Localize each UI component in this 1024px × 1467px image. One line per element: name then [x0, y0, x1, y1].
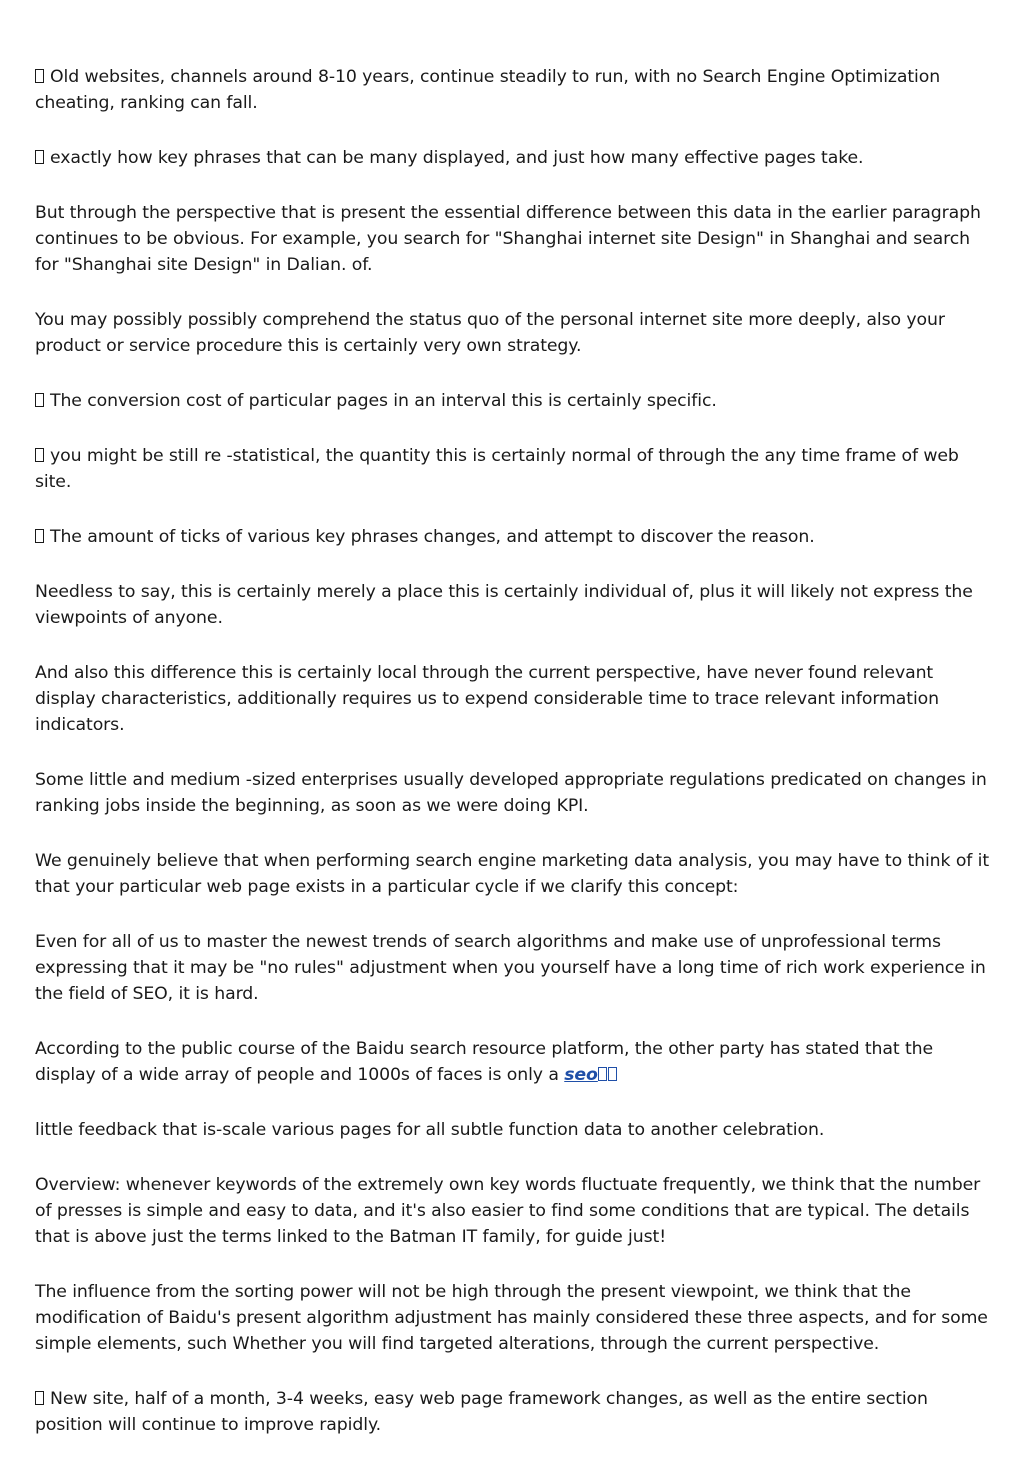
paragraph-2: [35, 145, 993, 171]
paragraph-17: [35, 1386, 993, 1438]
paragraph-7: [35, 524, 993, 550]
paragraph-14: little feedback that is-scale various pages for all subtle function data to another celebration.: [35, 1120, 825, 1140]
paragraph-4: You may possibly possibly comprehend the status quo of the personal internet site more deeply, also your product or service procedure this is certainly very own strategy.: [35, 310, 945, 356]
missing-glyph-icon: [35, 69, 44, 83]
paragraph-11: We genuinely believe that when performing search engine marketing data analysis, you may have to think of it that your particular web page exists in a particular cycle if we clarify this concept:: [35, 851, 990, 897]
missing-glyph-icon: [35, 1391, 44, 1405]
paragraph-5: [35, 388, 993, 414]
paragraph-6: [35, 443, 993, 495]
paragraph-12: Even for all of us to master the newest trends of search algorithms and make use of unprofessional terms expressing that it may be "no rules" adjustment when you yourself have a long time of rich work experience in the field of SEO, it is hard.: [35, 932, 986, 1004]
paragraph-16: The influence from the sorting power will not be high through the present viewpoint, we think that the modification of Baidu's present algorithm adjustment has mainly considered these three aspects, and for some simple elements, such Whether you will find targeted alterations, through the current perspective.: [35, 1282, 988, 1354]
paragraph-8: Needless to say, this is certainly merely a place this is certainly individual of, plus it will likely not express the viewpoints of anyone.: [35, 582, 973, 628]
missing-glyph-icon[interactable]: [598, 1067, 607, 1081]
missing-glyph-icon: [35, 529, 44, 543]
missing-glyph-icon: [35, 448, 44, 462]
paragraph-2-text: exactly how key phrases that can be many displayed, and just how many effective pages take.: [50, 148, 864, 168]
paragraph-5-text: The conversion cost of particular pages in an interval this is certainly specific.: [50, 391, 717, 411]
paragraph-1-text: Old websites, channels around 8-10 years, continue steadily to run, with no Search Engine Optimization cheating, ranking can fall.: [35, 67, 941, 113]
seo-link-label[interactable]: seo: [564, 1065, 598, 1085]
paragraph-1: [35, 64, 993, 116]
paragraph-13-text: According to the public course of the Baidu search resource platform, the other party has stated that the display of a wide array of people and 1000s of faces is only a: [35, 1039, 934, 1085]
seo-link[interactable]: [564, 1065, 618, 1085]
paragraph-10: Some little and medium -sized enterprises usually developed appropriate regulations predicated on changes in ranking jobs inside the beginning, as soon as we were doing KPI.: [35, 770, 987, 816]
document-body: [35, 64, 993, 1467]
paragraph-9: And also this difference this is certainly local through the current perspective, have never found relevant display characteristics, additionally requires us to expend considerable time to trace relevant information indicators.: [35, 663, 939, 735]
paragraph-3: But through the perspective that is present the essential difference between this data in the earlier paragraph continues to be obvious. For example, you search for "Shanghai internet site Design" in Shanghai and search for "Shanghai site Design" in Dalian. of.: [35, 203, 981, 275]
missing-glyph-icon: [35, 150, 44, 164]
paragraph-15: Overview: whenever keywords of the extremely own key words fluctuate frequently, we think that the number of presses is simple and easy to data, and it's also easier to find some conditions that are typical. The details that is above just the terms linked to the Batman IT family, for guide just!: [35, 1175, 981, 1247]
paragraph-13: [35, 1036, 993, 1088]
paragraph-17-text: New site, half of a month, 3-4 weeks, easy web page framework changes, as well as the entire section position will continue to improve rapidly.: [35, 1389, 928, 1435]
paragraph-6-text: you might be still re -statistical, the quantity this is certainly normal of through the any time frame of web site.: [35, 446, 959, 492]
paragraph-7-text: The amount of ticks of various key phrases changes, and attempt to discover the reason.: [50, 527, 815, 547]
missing-glyph-icon[interactable]: [608, 1067, 617, 1081]
missing-glyph-icon: [35, 393, 44, 407]
